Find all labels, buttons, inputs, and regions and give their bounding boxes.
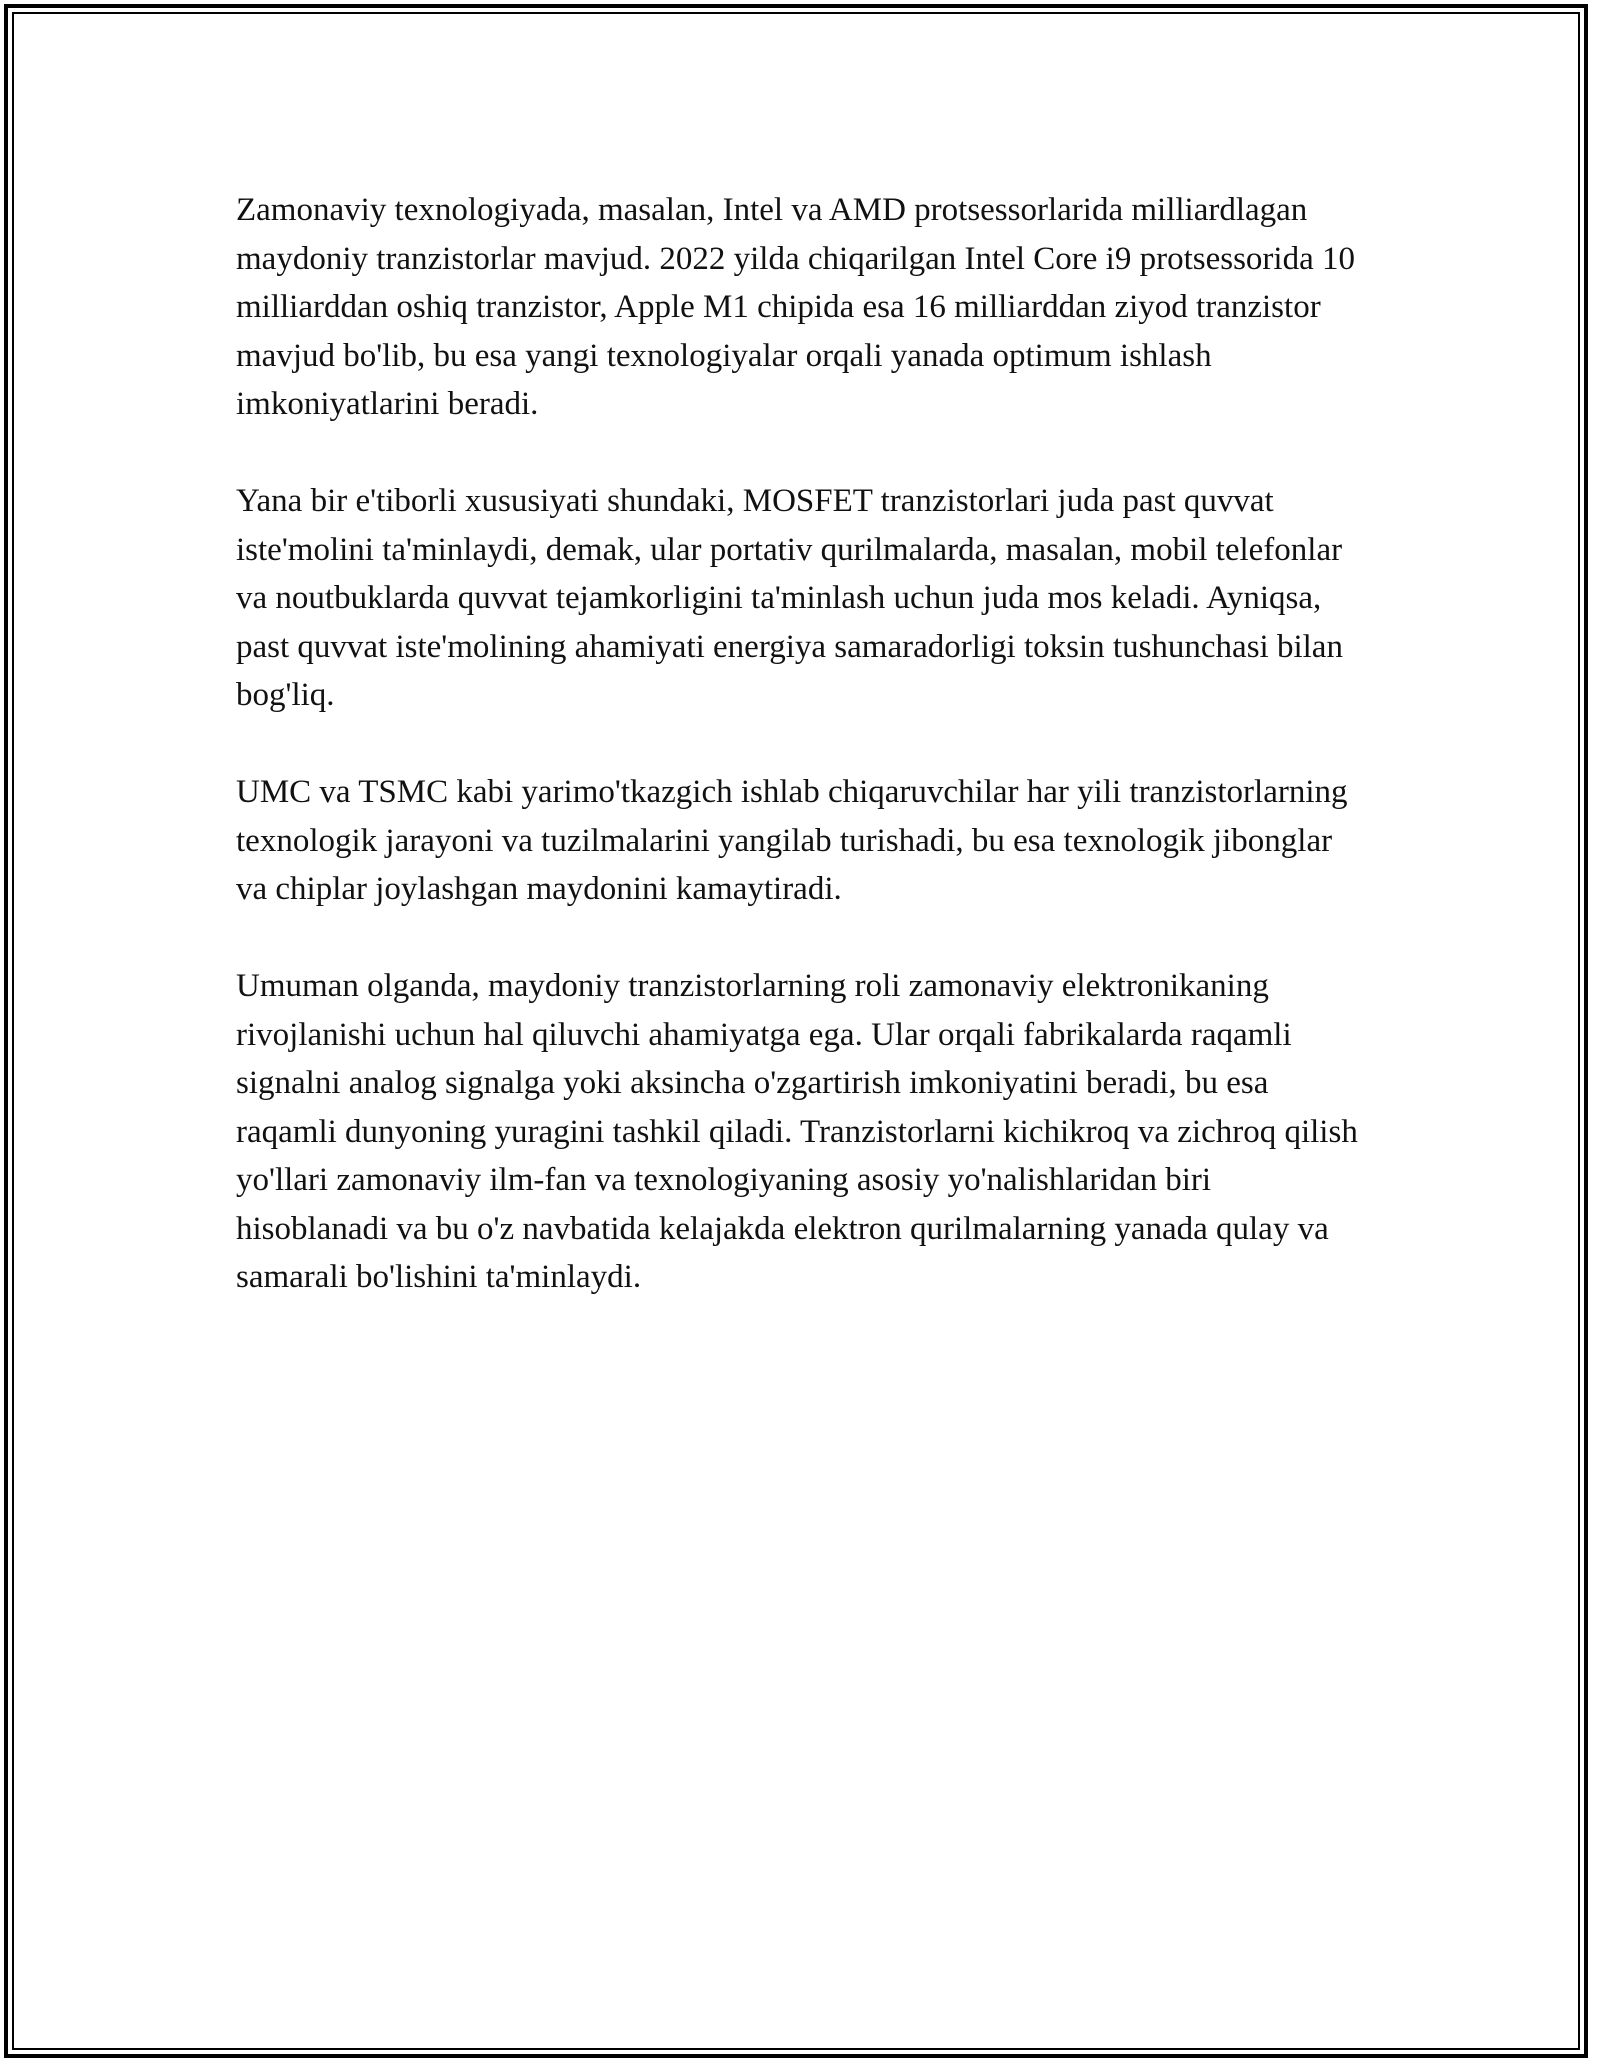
paragraph-1: Zamonaviy texnologiyada, masalan, Intel va AMD protsessorlarida milliardlagan maydoniy tranzistorlar mavjud. 2022 yilda chiqarilgan Intel Core i9 protsessorida 10 milliarddan oshiq tranzistor, Apple M1 chipida esa 16 milliarddan ziyod tranzistor mavjud bo'lib, bu esa yangi texnologiyalar orqali yanada optimum ishlash imkoniyatlarini beradi.: [236, 192, 1355, 422]
paragraph-3: UMC va TSMC kabi yarimo'tkazgich ishlab chiqaruvchilar har yili tranzistorlarning texnologik jarayoni va tuzilmalarini yangilab turishadi, bu esa texnologik jibonglar va chiplar joylashgan maydonini kamaytiradi.: [236, 774, 1348, 907]
document-body: [236, 186, 1361, 1350]
paragraph-4: Umuman olganda, maydoniy tranzistorlarning roli zamonaviy elektronikaning rivojlanishi uchun hal qiluvchi ahamiyatga ega. Ular orqali fabrikalarda raqamli signalni analog signalga yoki aksincha o'zgartirish imkoniyatini beradi, bu esa raqamli dunyoning yuragini tashkil qiladi. Tranzistorlarni kichikroq va zichroq qilish yo'llari zamonaviy ilm-fan va texnologiyaning asosiy yo'nalishlaridan biri hisoblanadi va bu o'z navbatida kelajakda elektron qurilmalarning yanada qulay va samarali bo'lishini ta'minlaydi.: [236, 968, 1358, 1295]
paragraph-2: Yana bir e'tiborli xususiyati shundaki, MOSFET tranzistorlari juda past quvvat iste'molini ta'minlaydi, demak, ular portativ qurilmalarda, masalan, mobil telefonlar va noutbuklarda quvvat tejamkorligini ta'minlash uchun juda mos keladi. Ayniqsa, past quvvat iste'molining ahamiyati energiya samaradorligi toksin tushunchasi bilan bog'liq.: [236, 483, 1343, 713]
